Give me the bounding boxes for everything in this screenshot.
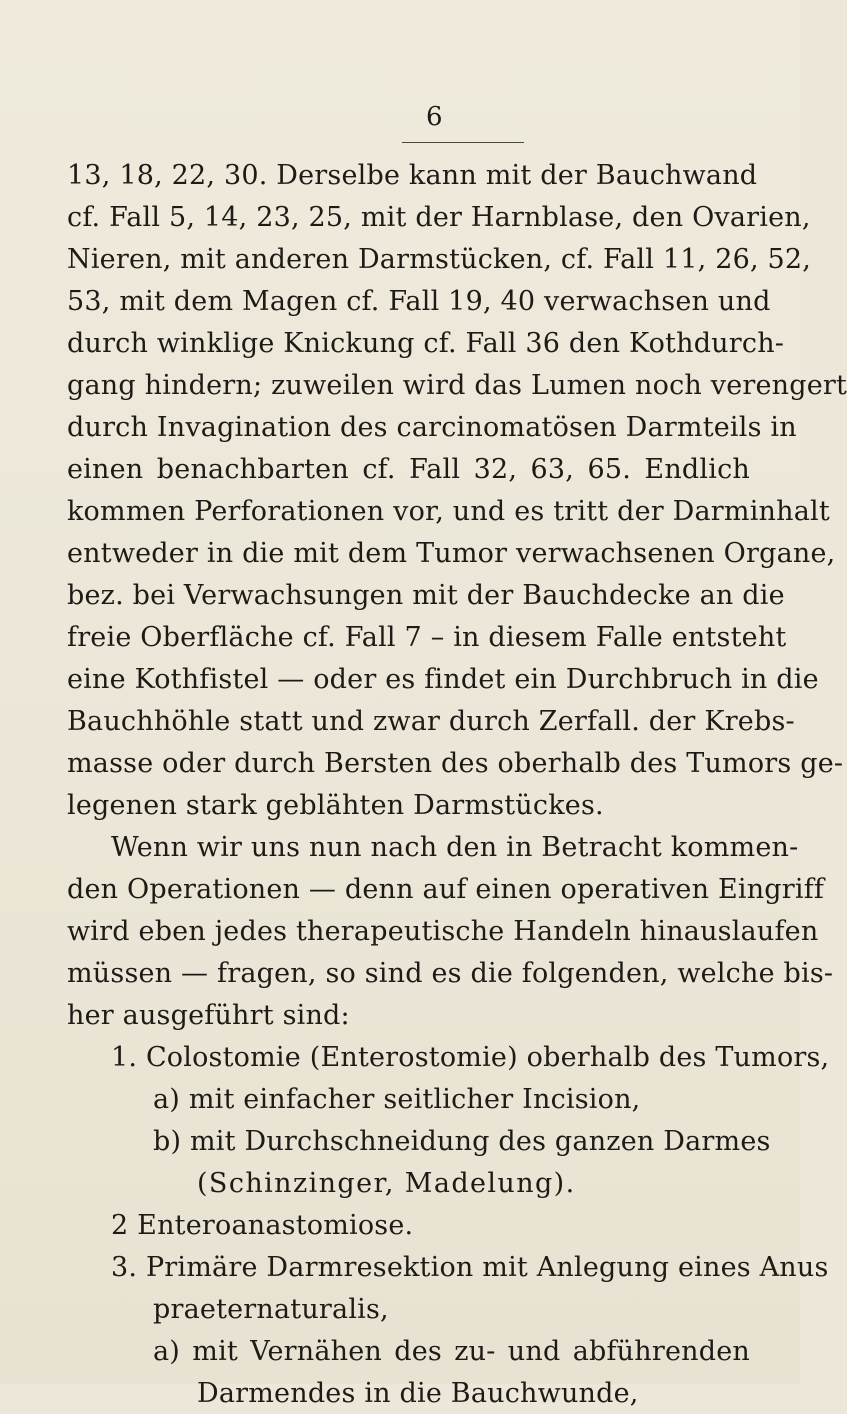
list-subitem: a) mit Vernähen des zu- und abführenden — [153, 1336, 750, 1367]
text-line: masse oder durch Bersten des oberhalb des Tumors ge- — [67, 748, 844, 779]
text-line: 13, 18, 22, 30. Derselbe kann mit der Bauchwand — [67, 160, 758, 191]
text-line: den Operationen — denn auf einen operativen Eingriff — [67, 874, 825, 905]
list-item-continuation: praeternaturalis, — [153, 1294, 389, 1325]
list-item: 1. Colostomie (Enterostomie) oberhalb des Tumors, — [111, 1042, 830, 1073]
text-line: legenen stark geblähten Darmstückes. — [67, 790, 604, 821]
text-line: gang hindern; zuweilen wird das Lumen noch verengert — [67, 370, 847, 401]
list-item: 3. Primäre Darmresektion mit Anlegung eines Anus — [111, 1252, 829, 1283]
text-line: einen benachbarten cf. Fall 32, 63, 65. Endlich — [67, 454, 750, 485]
list-subitem-continuation: (Schinzinger, Madelung). — [197, 1168, 576, 1199]
text-line: durch Invagination des carcinomatösen Darmteils in — [67, 412, 797, 443]
text-line: freie Oberfläche cf. Fall 7 – in diesem Falle entsteht — [67, 622, 787, 653]
text-line: cf. Fall 5, 14, 23, 25, mit der Harnblase, den Ovarien, — [67, 202, 811, 233]
page-number: 6 — [426, 102, 443, 132]
list-item: 2 Enteroanastomiose. — [111, 1210, 414, 1241]
list-subitem: a) mit einfacher seitlicher Incision, — [153, 1084, 641, 1115]
header-rule — [402, 142, 524, 143]
text-line: bez. bei Verwachsungen mit der Bauchdecke an die — [67, 580, 785, 611]
text-line: entweder in die mit dem Tumor verwachsenen Organe, — [67, 538, 836, 569]
text-line: her ausgeführt sind: — [67, 1000, 350, 1031]
text-line: Wenn wir uns nun nach den in Betracht kommen- — [111, 832, 799, 863]
text-line: Bauchhöhle statt und zwar durch Zerfall. der Krebs- — [67, 706, 795, 737]
text-line: kommen Perforationen vor, und es tritt der Darminhalt — [67, 496, 830, 527]
text-line: müssen — fragen, so sind es die folgenden, welche bis- — [67, 958, 834, 989]
text-line: eine Kothfistel — oder es findet ein Durchbruch in die — [67, 664, 819, 695]
list-subitem: b) mit Durchschneidung des ganzen Darmes — [153, 1126, 771, 1157]
text-line: durch winklige Knickung cf. Fall 36 den Kothdurch- — [67, 328, 785, 359]
text-line: 53, mit dem Magen cf. Fall 19, 40 verwachsen und — [67, 286, 771, 317]
list-subitem-continuation: Darmendes in die Bauchwunde, — [197, 1378, 639, 1409]
text-line: Nieren, mit anderen Darmstücken, cf. Fall 11, 26, 52, — [67, 244, 812, 275]
text-line: wird eben jedes therapeutische Handeln hinauslaufen — [67, 916, 819, 947]
